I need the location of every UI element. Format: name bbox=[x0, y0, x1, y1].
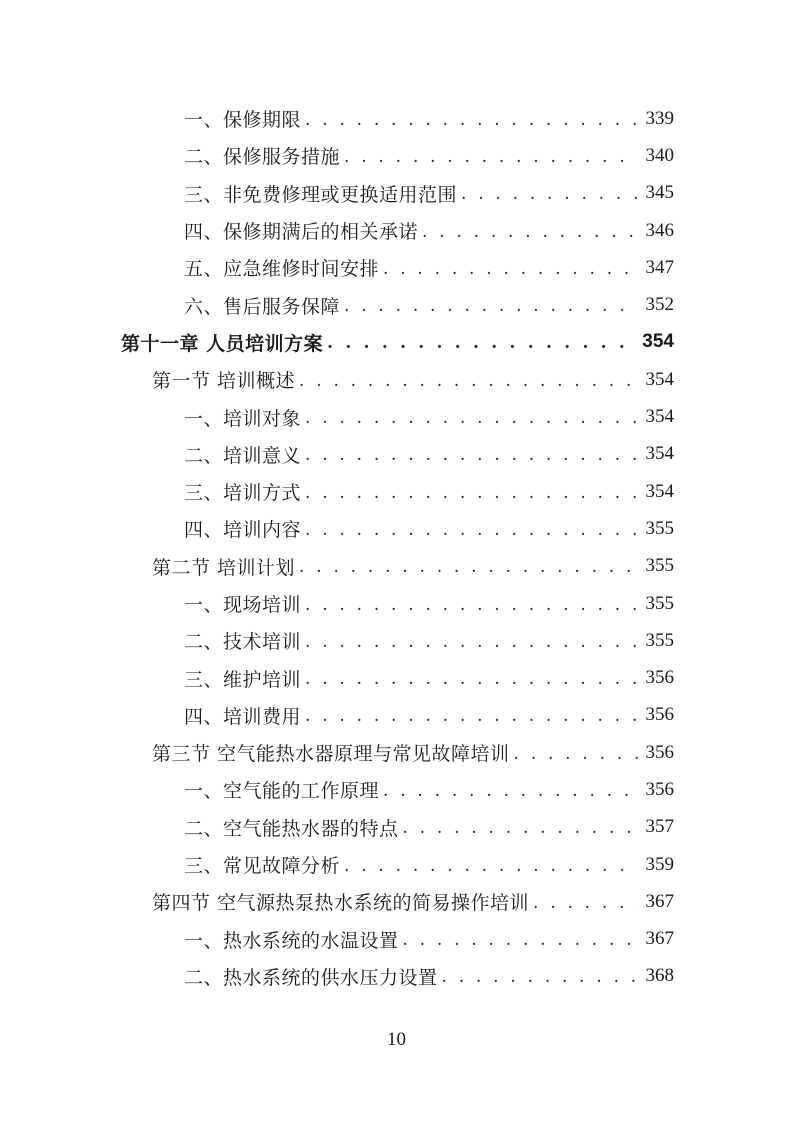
toc-entry-title: 一、现场培训 bbox=[184, 594, 302, 616]
toc-entry[interactable] bbox=[0, 659, 793, 696]
toc-entry-title: 二、保修服务措施 bbox=[184, 146, 341, 169]
toc-leader-dots bbox=[422, 220, 638, 242]
toc-entry[interactable] bbox=[0, 398, 793, 435]
toc-leader-dots bbox=[403, 928, 638, 950]
toc-entry-title: 一、空气能的工作原理 bbox=[184, 780, 380, 803]
toc-section-title: 第一节 培训概述 bbox=[152, 370, 296, 393]
toc-leader-dots bbox=[299, 369, 638, 391]
page-number-footer: 10 bbox=[387, 1029, 406, 1050]
toc-entry-title: 三、培训方式 bbox=[184, 482, 302, 505]
toc-entry[interactable] bbox=[0, 436, 793, 473]
toc-leader-dots bbox=[344, 145, 638, 167]
toc-page-number: 356 bbox=[638, 704, 675, 726]
toc-entry[interactable] bbox=[0, 771, 793, 808]
table-of-contents bbox=[0, 100, 793, 995]
toc-page-number: 354 bbox=[634, 331, 674, 353]
toc-leader-dots bbox=[461, 182, 638, 204]
toc-page-number: 356 bbox=[638, 742, 675, 764]
toc-entry-title: 二、培训意义 bbox=[184, 444, 302, 467]
toc-entry[interactable] bbox=[0, 249, 793, 286]
toc-leader-dots bbox=[383, 779, 638, 801]
toc-leader-dots bbox=[442, 965, 638, 987]
toc-entry[interactable] bbox=[0, 697, 793, 734]
toc-section-entry[interactable] bbox=[0, 548, 793, 585]
toc-page-number: 357 bbox=[638, 816, 675, 838]
toc-entry[interactable] bbox=[0, 473, 793, 510]
toc-entry-title: 四、培训内容 bbox=[184, 519, 302, 542]
toc-page-number: 355 bbox=[638, 555, 675, 577]
toc-entry-title: 一、热水系统的水温设置 bbox=[184, 929, 399, 952]
toc-entry[interactable] bbox=[0, 100, 793, 137]
toc-entry[interactable] bbox=[0, 137, 793, 174]
toc-page-number: 367 bbox=[638, 928, 675, 950]
toc-entry[interactable] bbox=[0, 809, 793, 846]
toc-entry-title: 三、常见故障分析 bbox=[184, 855, 341, 878]
toc-leader-dots bbox=[533, 891, 638, 913]
toc-section-entry[interactable] bbox=[0, 883, 793, 920]
toc-page-number: 339 bbox=[638, 108, 675, 130]
toc-entry[interactable] bbox=[0, 622, 793, 659]
toc-page-number: 346 bbox=[638, 220, 675, 242]
toc-page-number: 356 bbox=[638, 667, 675, 689]
toc-leader-dots bbox=[299, 555, 638, 577]
toc-entry[interactable] bbox=[0, 212, 793, 249]
toc-entry-title: 五、应急维修时间安排 bbox=[184, 258, 380, 281]
toc-entry-title: 二、技术培训 bbox=[184, 631, 302, 654]
toc-page-number: 359 bbox=[638, 854, 675, 876]
toc-section-entry[interactable] bbox=[0, 361, 793, 398]
toc-leader-dots bbox=[305, 593, 638, 615]
toc-page-number: 354 bbox=[638, 406, 675, 428]
toc-chapter-entry[interactable] bbox=[0, 324, 793, 361]
toc-entry-title: 三、维护培训 bbox=[184, 668, 302, 691]
toc-page-number: 355 bbox=[638, 518, 675, 540]
toc-entry[interactable] bbox=[0, 921, 793, 958]
toc-page-number: 367 bbox=[638, 891, 675, 913]
toc-entry-title: 二、空气能热水器的特点 bbox=[184, 817, 399, 840]
toc-leader-dots bbox=[305, 481, 638, 503]
toc-entry[interactable] bbox=[0, 286, 793, 323]
toc-entry[interactable] bbox=[0, 585, 793, 622]
toc-page-number: 354 bbox=[638, 481, 675, 503]
toc-entry-title: 四、培训费用 bbox=[184, 705, 302, 728]
toc-page-number: 340 bbox=[638, 145, 675, 167]
toc-page-number: 347 bbox=[638, 257, 675, 279]
toc-leader-dots bbox=[305, 704, 638, 726]
toc-section-entry[interactable] bbox=[0, 734, 793, 771]
toc-leader-dots bbox=[344, 854, 638, 876]
toc-leader-dots bbox=[305, 518, 638, 540]
toc-section-title: 第二节 培训计划 bbox=[152, 556, 296, 579]
toc-leader-dots bbox=[305, 630, 638, 652]
toc-entry-title: 一、保修期限 bbox=[184, 109, 302, 132]
toc-leader-dots bbox=[403, 816, 638, 838]
toc-entry-title: 六、售后服务保障 bbox=[184, 295, 341, 318]
toc-section-title: 第三节 空气能热水器原理与常见故障培训 bbox=[152, 743, 510, 766]
toc-entry[interactable] bbox=[0, 958, 793, 995]
toc-page-number: 352 bbox=[638, 294, 675, 316]
toc-leader-dots bbox=[305, 443, 638, 465]
toc-entry-title: 一、培训对象 bbox=[184, 407, 302, 430]
toc-leader-dots bbox=[514, 742, 638, 764]
toc-leader-dots bbox=[327, 331, 638, 353]
toc-page-number: 356 bbox=[638, 779, 675, 801]
toc-leader-dots bbox=[305, 406, 638, 428]
toc-chapter-title: 第十一章 人员培训方案 bbox=[121, 332, 324, 355]
toc-page-number: 355 bbox=[638, 630, 675, 652]
toc-page-number: 354 bbox=[638, 443, 675, 465]
toc-entry[interactable] bbox=[0, 846, 793, 883]
toc-leader-dots bbox=[383, 257, 638, 279]
toc-entry-title: 三、非免费修理或更换适用范围 bbox=[184, 183, 458, 206]
toc-leader-dots bbox=[305, 667, 638, 689]
toc-page-number: 368 bbox=[638, 965, 675, 987]
toc-section-title: 第四节 空气源热泵热水系统的简易操作培训 bbox=[152, 892, 530, 915]
toc-page-number: 354 bbox=[638, 369, 675, 391]
toc-entry-title: 二、热水系统的供水压力设置 bbox=[184, 966, 438, 989]
toc-page-number: 355 bbox=[638, 593, 675, 615]
toc-entry[interactable] bbox=[0, 510, 793, 547]
toc-entry[interactable] bbox=[0, 175, 793, 212]
toc-entry-title: 四、保修期满后的相关承诺 bbox=[184, 221, 419, 244]
toc-page-number: 345 bbox=[638, 182, 675, 204]
toc-leader-dots bbox=[344, 294, 638, 316]
toc-leader-dots bbox=[305, 108, 638, 130]
